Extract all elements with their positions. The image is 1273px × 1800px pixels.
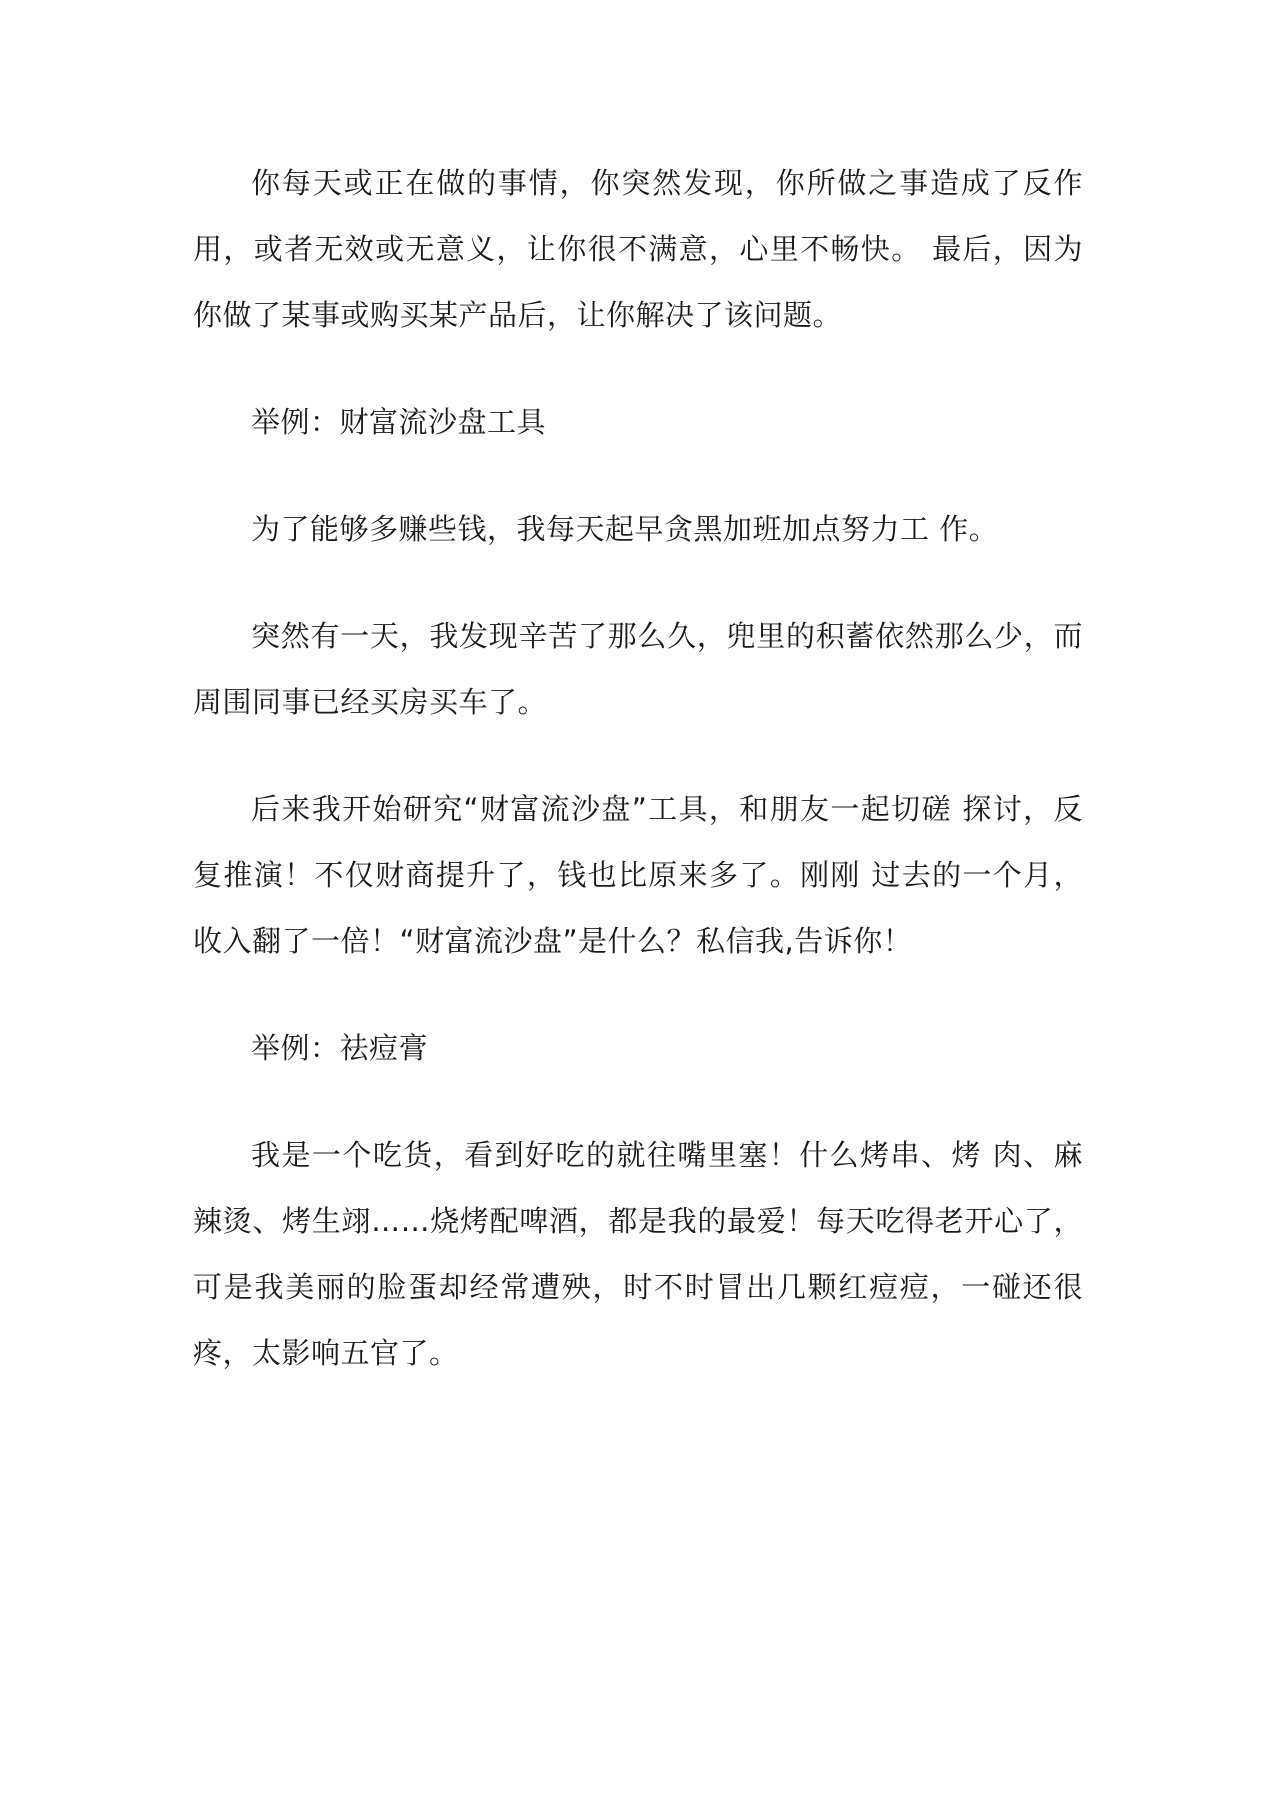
example-heading-wealth-sandbox: 举例：财富流沙盘工具	[251, 405, 547, 439]
paragraph-intro: 你每天或正在做的事情，你突然发现，你所做之事造成了反作用，或者无效或无意义，让你很不满意，心里不畅快。 最后，因为你做了某事或购买某产品后，让你解决了该问题。	[193, 166, 1083, 332]
paragraph-work-hard: 为了能够多赚些钱，我每天起早贪黑加班加点努力工 作。	[251, 512, 999, 546]
paragraph-sandbox-result: 后来我开始研究“财富流沙盘”工具，和朋友一起切磋 探讨，反复推演！不仅财商提升了，钱也比原来多了。刚刚 过去的一个月，收入翻了一倍！“财富流沙盘”是什么？私信我,告诉你！	[193, 792, 1083, 958]
example-heading-acne-cream: 举例：祛痘膏	[251, 1031, 429, 1065]
paragraph-foodie-story: 我是一个吃货，看到好吃的就往嘴里塞！什么烤串、烤 肉、麻辣烫、烤生翊……烧烤配啤酒，都是我的最爱！每天吃得老开心了，可是我美丽的脸蛋却经常遭殃，时不时冒出几颗红痘痘，一碰还很疼，太影响五官了。	[193, 1138, 1083, 1370]
paragraph-sudden-realization: 突然有一天，我发现辛苦了那么久，兜里的积蓄依然那么少，而周围同事已经买房买车了。	[193, 619, 1083, 719]
document-body	[193, 150, 1083, 1427]
